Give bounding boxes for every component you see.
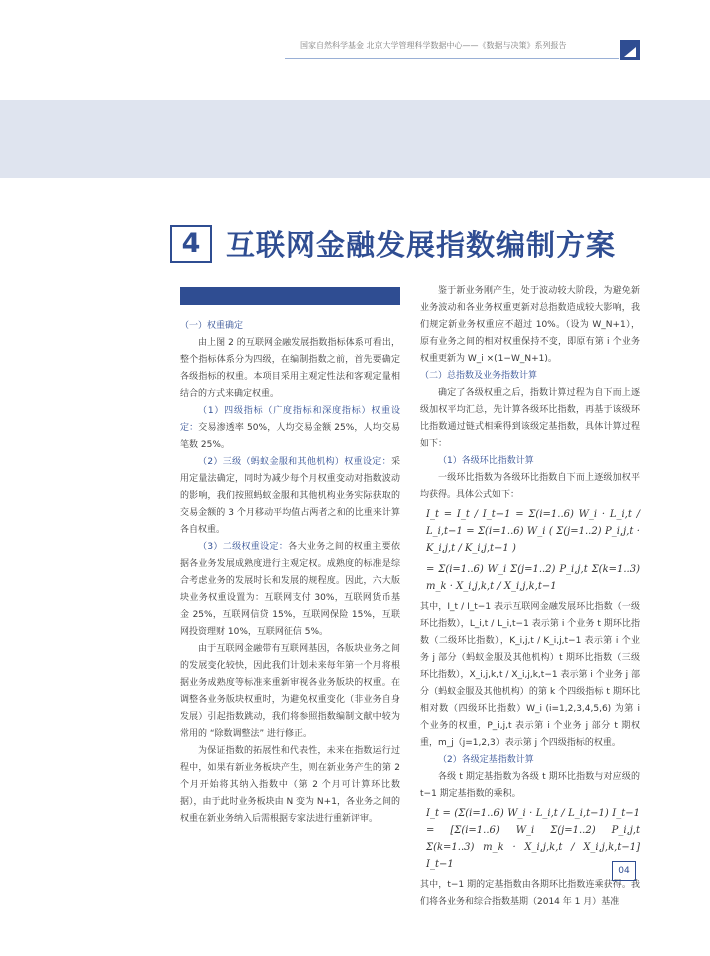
paragraph: 鉴于新业务刚产生，处于波动较大阶段，为避免新业务波动和各业务权重更新对总指数造成较大影响，我们规定新业务权重应不超过 10%。（设为 W_N+1），原有业务之间的相对权重保持不变，即原有第 i 个业务权重更新为 W_i ×(1−W_N+1)。 (420, 286, 640, 364)
chapter-title (170, 223, 616, 264)
paragraph: 由上图 2 的互联网金融发展指数指标体系可看出，整个指标体系分为四级，在编制指数之前，首先要确定各级指标的权重。本项目采用主观定性法和客观定量相结合的方式来确定权重。 (180, 338, 400, 399)
paragraph (180, 454, 400, 539)
subheading: （1）四级指标（广度指标和深度指标）权重设定： (180, 406, 400, 433)
paragraph-text: 各大业务之间的权重主要依据各业务发展成熟度进行主观定权。成熟度的标准是综合考虑业务的发展时长和发展的规程度。因此，六大版块业务权重设置为：互联网支付 30%，互联网货币基金 25%，互联网信贷 15%，互联网保险 15%，互联网投资理财 10%，互联网征信 5%。 (180, 542, 400, 637)
formula-chain-index-expanded: = Σ(i=1..6) W_i Σ(j=1..2) P_i,j,t Σ(k=1..3) m_k · X_i,j,k,t / X_i,j,k,t−1 (426, 564, 640, 592)
right-column (420, 283, 640, 911)
subheading: （3）二级权重设定： (198, 542, 289, 552)
page-number: 04 (612, 861, 636, 881)
paragraph: 确定了各级权重之后，指数计算过程为自下而上逐级加权平均汇总，先计算各级环比指数，再基于该级环比指数通过链式相乘得到该级定基指数，具体计算过程如下： (420, 388, 640, 449)
paragraph: 其中，t−1 期的定基指数由各期环比指数连乘获得。我们将各业务和综合指数基期（2014 年 1 月）基准 (420, 880, 640, 907)
running-header: 国家自然科学基金 北京大学管理科学数据中心——《数据与决策》系列报告 (300, 41, 567, 50)
paragraph-text: 采用定量法确定，同时为减少每个月权重变动对指数波动的影响，我们按照蚂蚁金服和其他机构业务实际获取的交易金额的 3 个月移动平均值占两者之和的比重来计算各自权重。 (180, 457, 400, 535)
chapter-heading: 互联网金融发展指数编制方案 (226, 228, 617, 262)
section-heading-index: （二）总指数及业务指数计算 (420, 371, 538, 381)
paragraph: 一级环比指数为各级环比指数自下而上逐级加权平均获得。具体公式如下： (420, 473, 640, 500)
subheading-fixed-base: （2）各级定基指数计算 (438, 755, 534, 765)
paragraph (180, 403, 400, 454)
top-band (0, 100, 710, 178)
header-tab-icon (620, 40, 640, 60)
paragraph: 由于互联网金融带有互联网基因，各版块业务之间的发展变化较快，因此我们计划未来每年第一个月将根据业务成熟度等标准来重新审视各业务版块的权重。在调整各业务版块权重时，为避免权重变化（非业务自身发展）引起指数跳动，我们将参照指数编制文献中较为常用的 “除数调整法” 进行修正。 (180, 644, 400, 739)
paragraph-text: 交易渗透率 50%，人均交易金额 25%，人均交易笔数 25%。 (180, 423, 400, 450)
paragraph: 各级 t 期定基指数为各级 t 期环比指数与对应级的 t−1 期定基指数的乘积。 (420, 772, 640, 799)
formula-chain-index: I_t = I_t / I_t−1 = Σ(i=1..6) W_i · L_i,t / L_i,t−1 = Σ(i=1..6) W_i ( Σ(j=1..2) P_i,j,t · K_i,j,t / K_i,j,t−1 ) (426, 509, 640, 554)
paragraph: 其中，I_t / I_t−1 表示互联网金融发展环比指数（一级环比指数），L_i,t / L_i,t−1 表示第 i 个业务 t 期环比指数（二级环比指数），K_i,j,t / K_i,j,t−1 表示第 i 个业务 j 部分（蚂蚁金服及其他机构）t 期环比指数（三级环比指数），X_i,j,k,t / X_i,j,k,t−1 表示第 i 个业务 j 部分（蚂蚁金服及其他机构）的第 k 个四级指标 t 期环比相对数（四级环比指数）W_i (i=1,2,3,4,5,6) 为第 i 个业务的权重，P_i,j,t 表示第 i 个业务 j 部分 t 期权重，m_j（j=1,2,3）表示第 j 个四级指标的权重。 (420, 602, 640, 748)
title-underbar (180, 287, 400, 305)
paragraph (180, 539, 400, 641)
paragraph: 为保证指数的拓展性和代表性，未来在指数运行过程中，如果有新业务板块产生，则在新业务产生的第 2 个月开始将其纳入指数中（第 2 个月可计算环比数据），由于此时业务板块由 N 变为 N+1，各业务之间的权重在新业务纳入后需根据专家法进行重新评审。 (180, 746, 400, 824)
chapter-number: 4 (170, 225, 212, 263)
left-column (180, 318, 400, 828)
subheading-chain-index: （1）各级环比指数计算 (438, 456, 534, 466)
section-heading-weights: （一）权重确定 (180, 321, 244, 331)
formula-fixed-base: I_t = (Σ(i=1..6) W_i · L_i,t / L_i,t−1) I_t−1 = [Σ(i=1..6) W_i Σ(j=1..2) P_i,j,t Σ(k=1..3) m_k · X_i,j,k,t / X_i,j,k,t−1] I_t−1 (426, 808, 640, 870)
subheading: （2）三级（蚂蚁金服和其他机构）权重设定： (198, 457, 391, 467)
header-rule (285, 58, 619, 59)
